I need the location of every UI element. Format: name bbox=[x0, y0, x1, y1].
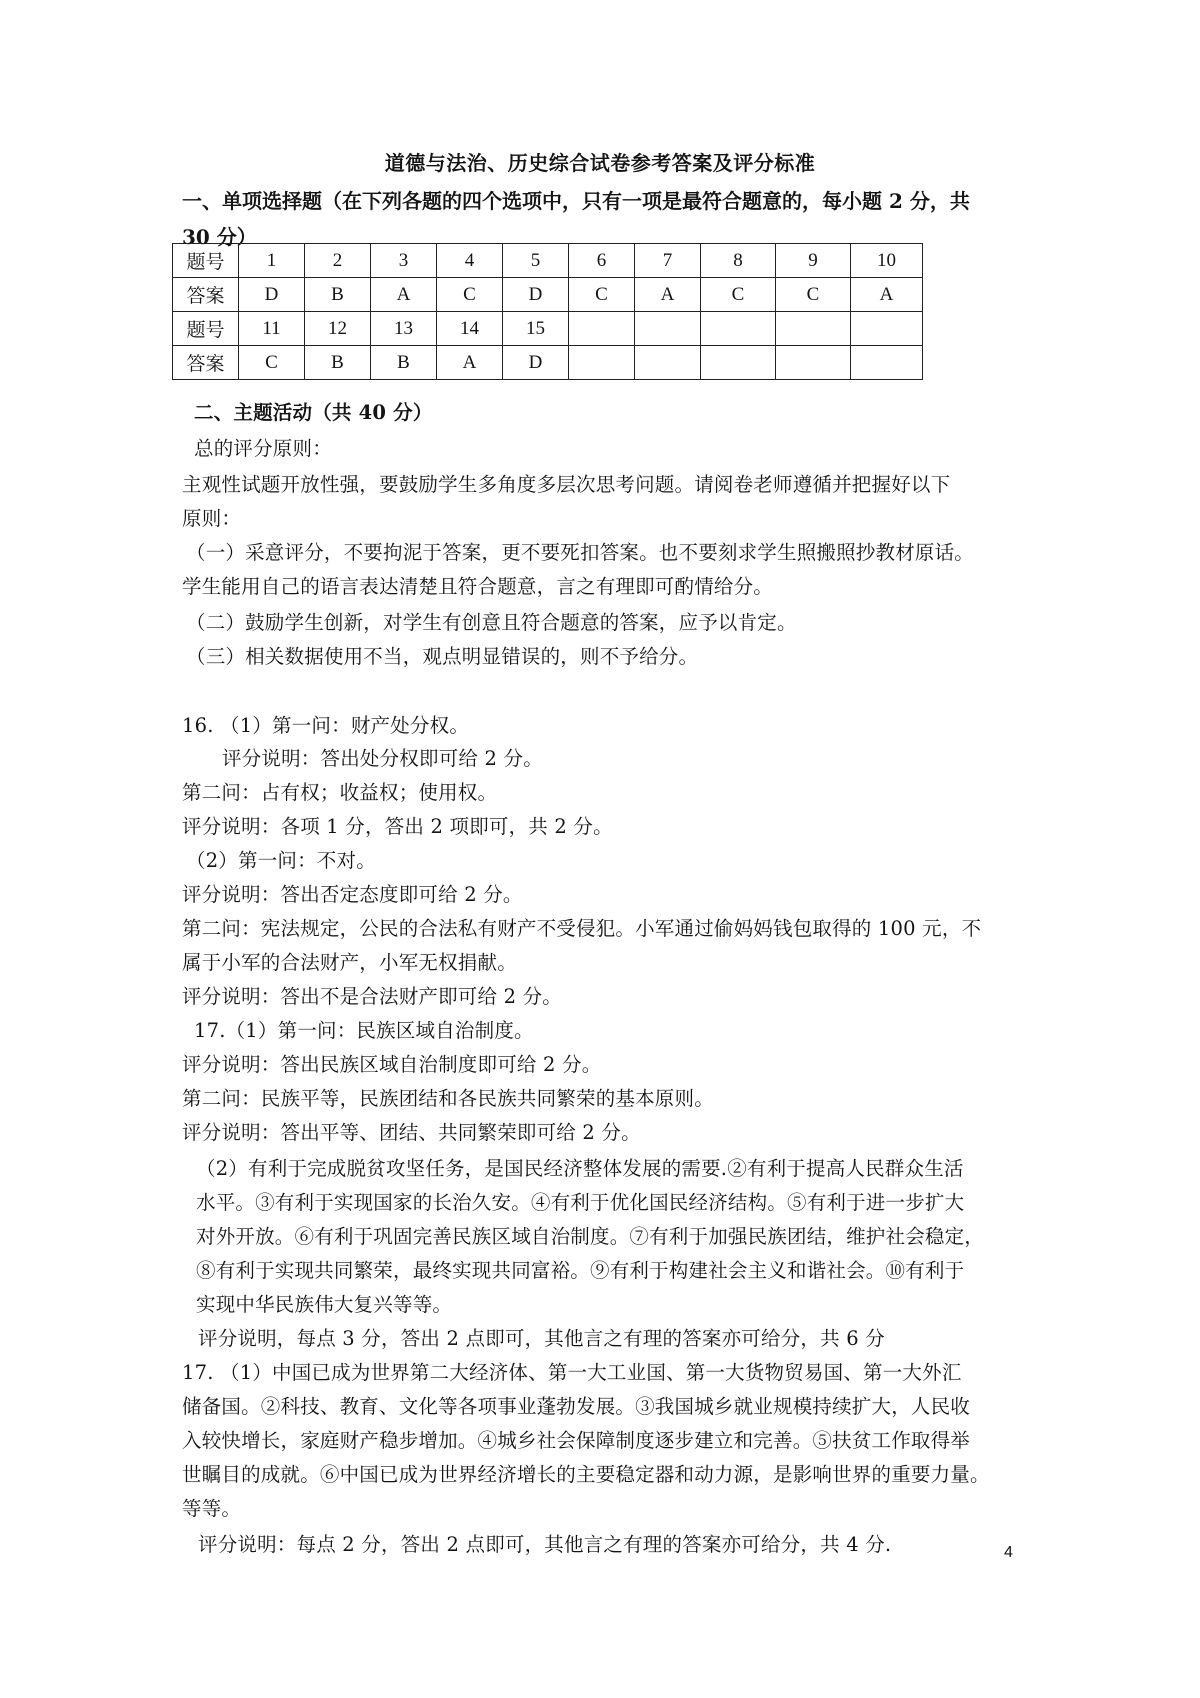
table-row bbox=[173, 312, 923, 346]
text-line: 第二问：占有权；收益权；使用权。 bbox=[182, 781, 498, 804]
table-cell: D bbox=[503, 346, 569, 380]
text-line: 评分说明：各项 1 分，答出 2 项即可，共 2 分。 bbox=[182, 815, 613, 838]
table-cell: 3 bbox=[371, 244, 437, 278]
table-cell: 6 bbox=[569, 244, 635, 278]
table-cell bbox=[701, 346, 776, 380]
table-row-header: 答案 bbox=[173, 346, 239, 380]
table-row-header: 题号 bbox=[173, 244, 239, 278]
table-cell: A bbox=[371, 278, 437, 312]
text-line: 17.（1）第一问：民族区域自治制度。 bbox=[194, 1019, 534, 1042]
text-line: 第二问：民族平等，民族团结和各民族共同繁荣的基本原则。 bbox=[182, 1087, 714, 1110]
table-cell: 4 bbox=[437, 244, 503, 278]
table-cell bbox=[851, 312, 923, 346]
table-cell: 14 bbox=[437, 312, 503, 346]
table-row bbox=[173, 278, 923, 312]
text-line: 评分说明：每点 2 分，答出 2 点即可，其他言之有理的答案亦可给分，共 4 分. bbox=[198, 1533, 892, 1556]
text-line: 储备国。②科技、教育、文化等各项事业蓬勃发展。③我国城乡就业规模持续扩大，人民收 bbox=[182, 1395, 971, 1418]
text-line: （一）采意评分，不要拘泥于答案，更不要死扣答案。也不要刻求学生照搬照抄教材原话。 bbox=[186, 541, 975, 564]
text-line: 学生能用自己的语言表达清楚且符合题意，言之有理即可酌情给分。 bbox=[182, 575, 774, 598]
text-line: （二）鼓励学生创新，对学生有创意且符合题意的答案，应予以肯定。 bbox=[186, 611, 797, 634]
text-line: ⑧有利于实现共同繁荣，最终实现共同富裕。⑨有利于构建社会主义和谐社会。⑩有利于 bbox=[196, 1259, 965, 1282]
table-cell bbox=[569, 346, 635, 380]
table-cell: A bbox=[635, 278, 701, 312]
table-cell: A bbox=[851, 278, 923, 312]
table-cell: C bbox=[239, 346, 305, 380]
table-row bbox=[173, 346, 923, 380]
text-line: 16. （1）第一问：财产处分权。 bbox=[182, 714, 470, 737]
text-line: 世瞩目的成就。⑥中国已成为世界经济增长的主要稳定器和动力源，是影响世界的重要力量。 bbox=[182, 1463, 990, 1486]
text-line: 总的评分原则： bbox=[194, 437, 332, 460]
table-cell bbox=[569, 312, 635, 346]
table-cell: D bbox=[239, 278, 305, 312]
text-line: 水平。③有利于实现国家的长治久安。④有利于优化国民经济结构。⑤有利于进一步扩大 bbox=[196, 1191, 965, 1214]
section2-heading: 二、主题活动（共 40 分） bbox=[194, 401, 433, 424]
table-cell: D bbox=[503, 278, 569, 312]
table-cell: B bbox=[371, 346, 437, 380]
table-cell: 7 bbox=[635, 244, 701, 278]
table-cell: 2 bbox=[305, 244, 371, 278]
table-cell: 9 bbox=[776, 244, 851, 278]
document-title: 道德与法治、历史综合试卷参考答案及评分标准 bbox=[384, 151, 816, 175]
text-line: 评分说明：答出否定态度即可给 2 分。 bbox=[182, 883, 523, 906]
text-line: 入较快增长，家庭财产稳步增加。④城乡社会保障制度逐步建立和完善。⑤扶贫工作取得举 bbox=[182, 1429, 971, 1452]
table-cell: 15 bbox=[503, 312, 569, 346]
table-cell: B bbox=[305, 346, 371, 380]
text-line: 评分说明：答出处分权即可给 2 分。 bbox=[222, 747, 543, 770]
table-cell: 5 bbox=[503, 244, 569, 278]
text-line: 等等。 bbox=[182, 1497, 242, 1520]
text-line: 评分说明：答出民族区域自治制度即可给 2 分。 bbox=[182, 1053, 602, 1076]
page-number: 4 bbox=[1004, 1544, 1013, 1561]
table-cell: 8 bbox=[701, 244, 776, 278]
table-cell bbox=[635, 312, 701, 346]
text-line: 实现中华民族伟大复兴等等。 bbox=[196, 1293, 453, 1316]
table-cell: C bbox=[569, 278, 635, 312]
table-cell: A bbox=[437, 346, 503, 380]
table-cell bbox=[701, 312, 776, 346]
table-cell: 1 bbox=[239, 244, 305, 278]
table-cell: 12 bbox=[305, 312, 371, 346]
text-line: 主观性试题开放性强，要鼓励学生多角度多层次思考问题。请阅卷老师遵循并把握好以下 bbox=[182, 473, 951, 496]
text-line: （三）相关数据使用不当，观点明显错误的，则不予给分。 bbox=[186, 645, 699, 668]
text-line: （2）有利于完成脱贫攻坚任务，是国民经济整体发展的需要.②有利于提高人民群众生活 bbox=[196, 1157, 964, 1180]
table-cell: 10 bbox=[851, 244, 923, 278]
table-row bbox=[173, 244, 923, 278]
text-line: 评分说明，每点 3 分，答出 2 点即可，其他言之有理的答案亦可给分，共 6 分 bbox=[198, 1327, 885, 1350]
table-cell bbox=[776, 346, 851, 380]
answer-table bbox=[172, 243, 923, 380]
table-cell: 11 bbox=[239, 312, 305, 346]
section1-heading-line2: 30 分） bbox=[182, 225, 257, 249]
table-cell: C bbox=[776, 278, 851, 312]
text-line: （2）第一问：不对。 bbox=[186, 849, 376, 872]
table-row-header: 题号 bbox=[173, 312, 239, 346]
text-line: 属于小军的合法财产，小军无权捐献。 bbox=[182, 951, 517, 974]
table-cell: C bbox=[701, 278, 776, 312]
text-line: 第二问：宪法规定，公民的合法私有财产不受侵犯。小军通过偷妈妈钱包取得的 100 元，不 bbox=[182, 917, 982, 940]
table-cell bbox=[635, 346, 701, 380]
text-line: 评分说明：答出平等、团结、共同繁荣即可给 2 分。 bbox=[182, 1121, 641, 1144]
table-row-header: 答案 bbox=[173, 278, 239, 312]
text-line: 评分说明：答出不是合法财产即可给 2 分。 bbox=[182, 985, 563, 1008]
table-cell: C bbox=[437, 278, 503, 312]
table-cell bbox=[776, 312, 851, 346]
text-line: 原则： bbox=[182, 507, 242, 530]
table-cell: 13 bbox=[371, 312, 437, 346]
table-cell bbox=[851, 346, 923, 380]
text-line: 17. （1）中国已成为世界第二大经济体、第一大工业国、第一大货物贸易国、第一大外汇 bbox=[182, 1361, 962, 1384]
text-line: 对外开放。⑥有利于巩固完善民族区域自治制度。⑦有利于加强民族团结，维护社会稳定， bbox=[196, 1225, 985, 1248]
table-cell: B bbox=[305, 278, 371, 312]
section1-heading-line1: 一、单项选择题（在下列各题的四个选项中，只有一项是最符合题意的，每小题 2 分，共 bbox=[182, 189, 970, 213]
